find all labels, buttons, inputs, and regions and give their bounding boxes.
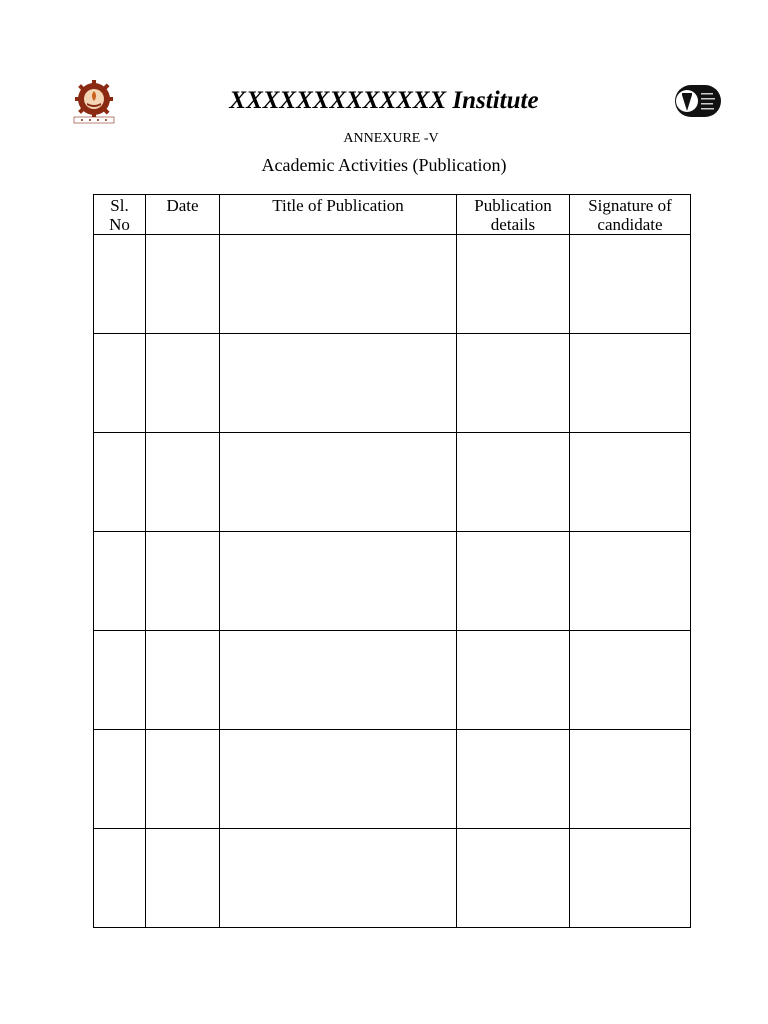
sl-no-cell[interactable] [94,631,146,730]
signature-cell[interactable] [570,235,691,334]
signature-cell[interactable] [570,334,691,433]
publication-details-cell[interactable] [457,532,570,631]
date-cell[interactable] [146,730,220,829]
title-cell[interactable] [220,334,457,433]
date-cell[interactable] [146,631,220,730]
table-row [94,829,691,928]
publication-details-cell[interactable] [457,334,570,433]
table-row [94,631,691,730]
date-cell[interactable] [146,334,220,433]
sl-no-cell[interactable] [94,334,146,433]
sl-no-cell[interactable] [94,829,146,928]
sl-no-cell[interactable] [94,532,146,631]
form-subtitle: Academic Activities (Publication) [261,155,507,175]
signature-cell[interactable] [570,730,691,829]
publication-details-cell[interactable] [457,829,570,928]
annexure-label: ANNEXURE -V [343,131,439,146]
title-cell[interactable] [220,631,457,730]
publication-table [93,194,691,928]
table-row [94,532,691,631]
signature-cell[interactable] [570,829,691,928]
column-header-sl-no: Sl. No [94,195,146,235]
publication-details-cell[interactable] [457,235,570,334]
sl-no-cell[interactable] [94,433,146,532]
title-cell[interactable] [220,730,457,829]
publication-details-cell[interactable] [457,631,570,730]
column-header-publication-details: Publication details [457,195,570,235]
sl-no-cell[interactable] [94,730,146,829]
sl-no-cell[interactable] [94,235,146,334]
table-row [94,334,691,433]
title-cell[interactable] [220,433,457,532]
table-row [94,235,691,334]
signature-cell[interactable] [570,631,691,730]
date-cell[interactable] [146,433,220,532]
column-header-date: Date [146,195,220,235]
column-header-title: Title of Publication [220,195,457,235]
publication-details-cell[interactable] [457,433,570,532]
publication-details-cell[interactable] [457,730,570,829]
table-row [94,730,691,829]
title-cell[interactable] [220,829,457,928]
date-cell[interactable] [146,235,220,334]
column-header-signature: Signature of candidate [570,195,691,235]
institute-title: XXXXXXXXXXXXX Institute [229,87,539,114]
title-cell[interactable] [220,532,457,631]
title-cell[interactable] [220,235,457,334]
table-body [94,235,691,928]
signature-cell[interactable] [570,433,691,532]
date-cell[interactable] [146,532,220,631]
table-row [94,433,691,532]
signature-cell[interactable] [570,532,691,631]
date-cell[interactable] [146,829,220,928]
table-header-row [94,195,691,235]
